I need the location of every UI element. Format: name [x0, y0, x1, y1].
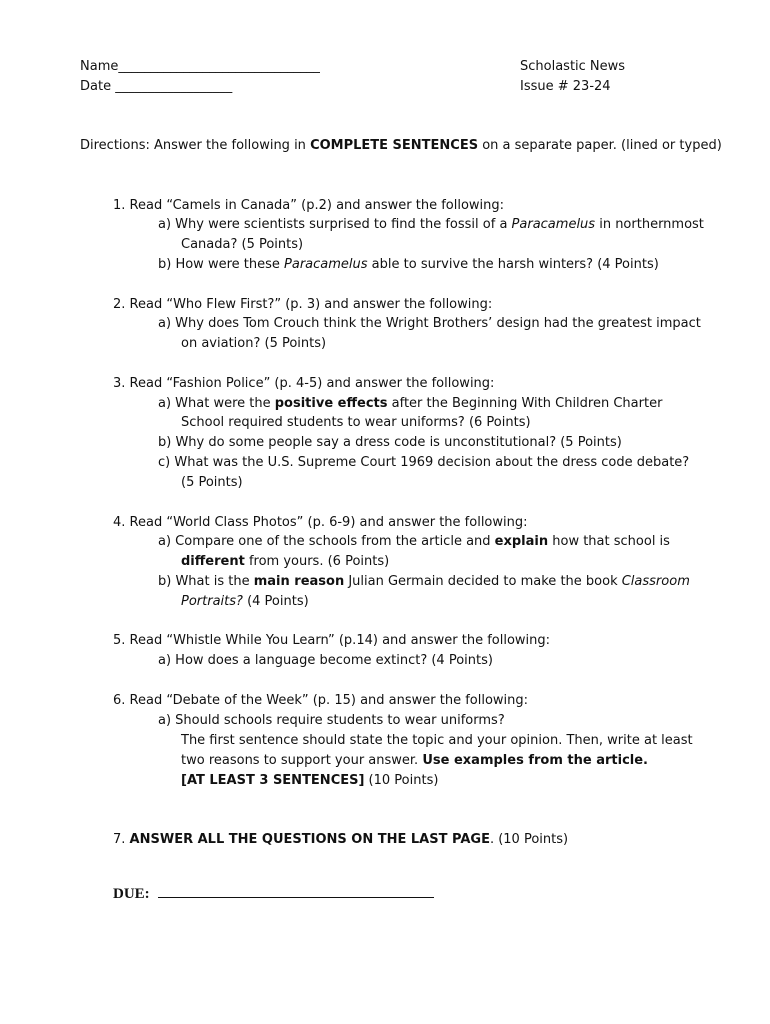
question-4b-continued — [181, 592, 309, 612]
question-4b-continued-italic: Portraits? — [181, 594, 243, 609]
question-4b-bold: main reason — [253, 574, 345, 589]
question-6-instructions: The first sentence should state the topic and your opinion. Then, write at least — [181, 733, 693, 748]
question-7-number: 7. — [113, 832, 130, 847]
question-6a: a) Should schools require students to wear uniforms? — [158, 713, 505, 728]
date-field-label: Date __________________ — [80, 79, 233, 94]
question-4-title: 4. Read “World Class Photos” (p. 6-9) and answer the following: — [113, 515, 528, 530]
question-4a-continued-text: from yours. (6 Points) — [244, 554, 390, 569]
question-4b-text: b) What is the — [158, 574, 254, 589]
issue-number: Issue # 23-24 — [520, 79, 611, 94]
question-2a-continued: on aviation? (5 Points) — [181, 336, 327, 351]
question-7 — [113, 830, 568, 850]
question-7-points: . (10 Points) — [489, 832, 569, 847]
question-3c: c) What was the U.S. Supreme Court 1969 decision about the dress code debate? — [158, 455, 690, 470]
question-6-requirement-points: (10 Points) — [364, 773, 439, 788]
question-6-instructions-bold: Use examples from the article. — [422, 753, 648, 768]
question-6-title: 6. Read “Debate of the Week” (p. 15) and answer the following: — [113, 693, 529, 708]
question-4a-text: a) Compare one of the schools from the article and — [158, 534, 495, 549]
question-1b — [158, 255, 659, 275]
directions-emphasis: COMPLETE SENTENCES — [310, 138, 479, 153]
question-1b-italic: Paracamelus — [284, 257, 368, 272]
question-7-bold: ANSWER ALL THE QUESTIONS ON THE LAST PAGE — [129, 832, 490, 847]
directions-tail: on a separate paper. (lined or typed) — [478, 138, 722, 153]
question-5a: a) How does a language become extinct? (4 Points) — [158, 653, 493, 668]
question-1b-text-end: able to survive the harsh winters? (4 Points) — [367, 257, 659, 272]
name-field-label: Name_______________________________ — [80, 59, 320, 74]
question-1a — [158, 215, 704, 235]
question-4a — [158, 532, 670, 552]
question-3a-bold: positive effects — [274, 396, 388, 411]
due-label: DUE: — [113, 886, 150, 902]
question-4b — [158, 572, 690, 592]
question-3a-text-end: after the Beginning With Children Charter — [387, 396, 663, 411]
question-4a-continued — [181, 552, 389, 572]
question-6-instructions-cont — [181, 751, 648, 771]
question-1a-continued: Canada? (5 Points) — [181, 237, 304, 252]
question-6-instructions-text: two reasons to support your answer. — [181, 753, 423, 768]
question-3a-text: a) What were the — [158, 396, 275, 411]
question-3b: b) Why do some people say a dress code is unconstitutional? (5 Points) — [158, 435, 622, 450]
due-date — [113, 886, 434, 903]
question-4b-text-mid: Julian Germain decided to make the book — [344, 574, 622, 589]
question-4b-italic: Classroom — [621, 574, 690, 589]
due-blank-line — [158, 896, 434, 898]
question-1a-italic: Paracamelus — [511, 217, 596, 232]
question-4a-continued-bold: different — [181, 554, 245, 569]
question-1-title: 1. Read “Camels in Canada” (p.2) and answer the following: — [113, 198, 505, 213]
question-1b-text: b) How were these — [158, 257, 285, 272]
question-6-requirement-bold: [AT LEAST 3 SENTENCES] — [181, 773, 365, 788]
question-1a-text: a) Why were scientists surprised to find the fossil of a — [158, 217, 512, 232]
question-3a-continued: School required students to wear uniforms? (6 Points) — [181, 415, 531, 430]
publication-title: Scholastic News — [520, 59, 626, 74]
question-3a — [158, 394, 662, 414]
question-1a-text-end: in northernmost — [595, 217, 704, 232]
question-4a-text-end: how that school is — [548, 534, 670, 549]
question-2a: a) Why does Tom Crouch think the Wright Brothers’ design had the greatest impact — [158, 316, 701, 331]
question-4b-continued-text: (4 Points) — [242, 594, 309, 609]
question-3-title: 3. Read “Fashion Police” (p. 4-5) and answer the following: — [113, 376, 495, 391]
question-6-requirement — [181, 771, 438, 791]
question-5-title: 5. Read “Whistle While You Learn” (p.14) and answer the following: — [113, 633, 551, 648]
question-3c-continued: (5 Points) — [181, 475, 243, 490]
question-4a-bold: explain — [494, 534, 549, 549]
directions-lead: Directions: Answer the following in — [80, 138, 311, 153]
question-2-title: 2. Read “Who Flew First?” (p. 3) and answer the following: — [113, 297, 493, 312]
directions — [80, 136, 722, 156]
